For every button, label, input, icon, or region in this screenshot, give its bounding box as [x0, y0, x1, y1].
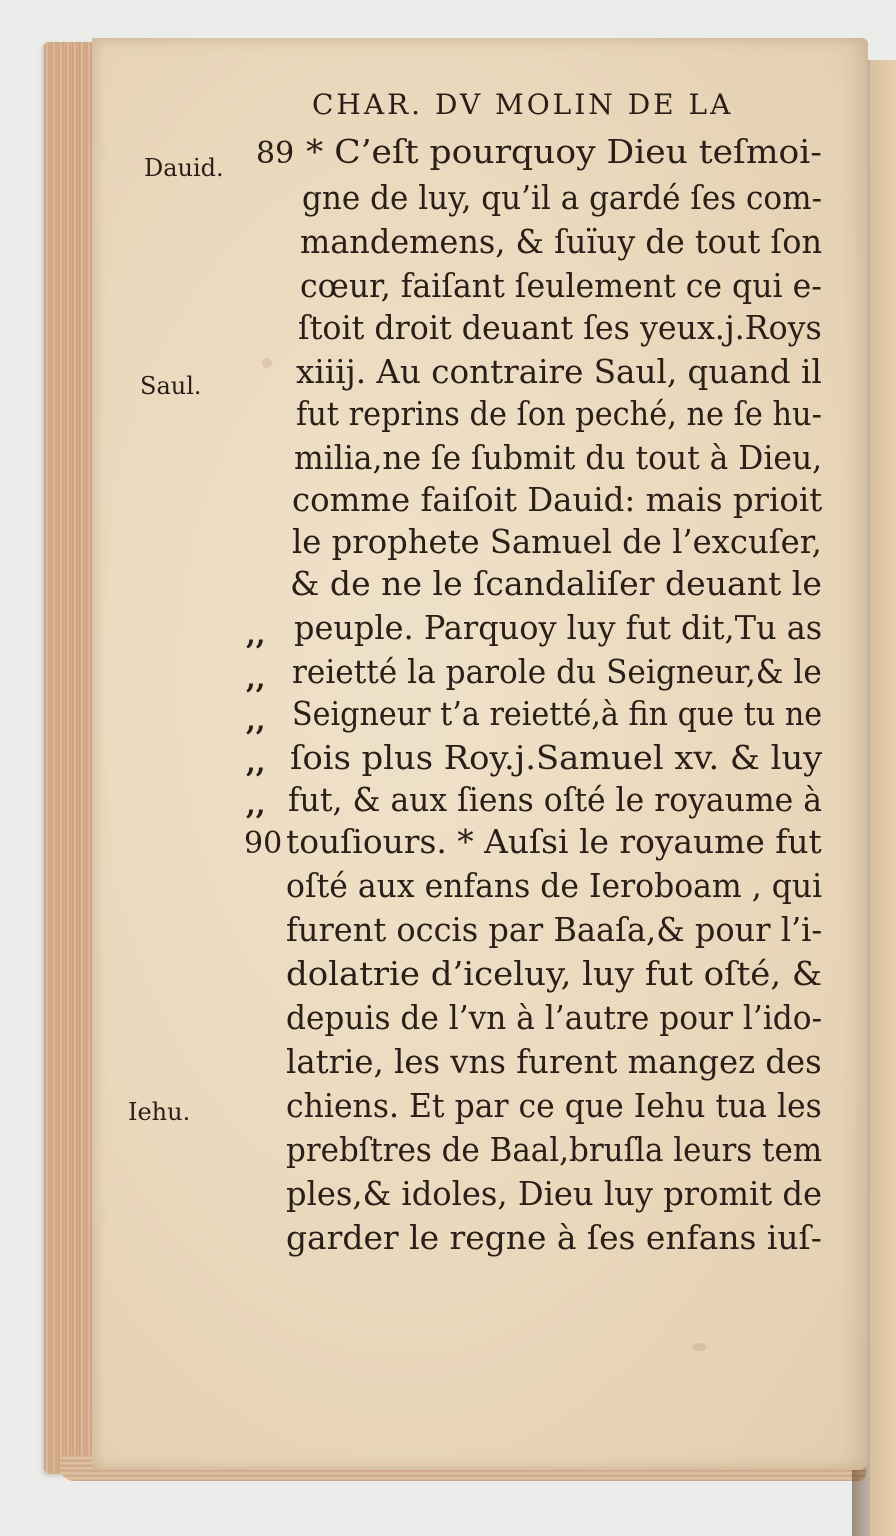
body-line: depuis de l’vn à l’autre pour l’ido- [286, 999, 823, 1037]
body-line: chiens. Et par ce que Iehu tua les [286, 1087, 822, 1125]
running-head: CHAR. DV MOLIN DE LA [312, 88, 734, 121]
line-number-90: 90 [244, 826, 283, 861]
line-number-89: 89 [256, 136, 295, 171]
body-line: & de ne le ſcandaliſer deuant le [290, 565, 822, 603]
body-line: xiiij. Au contraire Saul, quand il [296, 353, 822, 391]
margin-note-saul: Saul. [140, 372, 202, 400]
body-line: milia,ne ſe ſubmit du tout à Dieu, [294, 439, 823, 477]
quote-mark: ,, [246, 618, 266, 651]
margin-note-iehu: Iehu. [128, 1098, 191, 1126]
body-line: le prophete Samuel de l’excuſer, [292, 523, 822, 561]
body-line: fut, & aux ſiens oſté le royaume à [288, 781, 822, 819]
paper-stain [692, 1343, 706, 1351]
body-line: furent occis par Baaſa,& pour l’i- [286, 911, 823, 949]
quote-mark: ,, [246, 704, 266, 737]
quote-mark: ,, [246, 662, 266, 695]
quote-mark: ,, [246, 746, 266, 779]
body-line: mandemens, & ſuïuy de tout ſon [300, 223, 823, 261]
body-line: touſiours. * Auſsi le royaume fut [286, 823, 822, 861]
body-line: ſtoit droit deuant ſes yeux.j.Roys [298, 309, 822, 347]
quote-mark: ,, [246, 788, 266, 821]
body-line: Seigneur t’a reietté,à fin que tu ne [292, 695, 823, 733]
body-line: ſois plus Roy.j.Samuel xv. & luy [290, 739, 823, 777]
body-line: * C’eſt pourquoy Dieu teſmoi- [306, 133, 822, 171]
body-line: reietté la parole du Seigneur,& le [292, 653, 822, 691]
body-line: latrie, les vns furent mangez des [286, 1043, 822, 1081]
body-line: cœur, faiſant ſeulement ce qui e- [300, 267, 822, 305]
body-line: dolatrie d’iceluy, luy fut oſté, & [286, 955, 823, 993]
body-line: ples,& idoles, Dieu luy promit de [286, 1175, 822, 1213]
body-line: oſté aux enfans de Ieroboam , qui [286, 867, 823, 905]
body-line: garder le regne à ſes enfans iuſ- [286, 1219, 822, 1257]
paper-stain [262, 358, 272, 368]
body-line: comme faiſoit Dauid: mais prioit [292, 481, 823, 519]
facing-page [870, 60, 896, 1536]
body-line: fut reprins de ſon peché, ne ſe hu- [296, 395, 822, 433]
body-line: gne de luy, qu’il a gardé ſes com- [302, 179, 823, 217]
margin-note-dauid: Dauid. [144, 154, 224, 182]
body-line: prebſtres de Baal,bruſla leurs tem [286, 1131, 823, 1169]
body-line: peuple. Parquoy luy fut dit,Tu as [294, 609, 823, 647]
